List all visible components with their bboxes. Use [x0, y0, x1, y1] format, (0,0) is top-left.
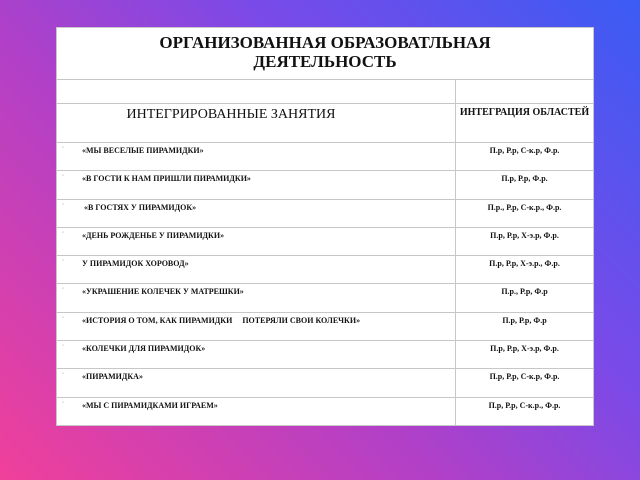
activity-name: «КОЛЕЧКИ ДЛЯ ПИРАМИДОК» — [82, 344, 206, 354]
areas-cell: П.р, Р.р, Х-э.р., Ф.р. — [489, 259, 560, 269]
table-row — [57, 228, 593, 256]
bullet-icon: ◦ — [62, 371, 65, 378]
activity-name: «МЫ С ПИРАМИДКАМИ ИГРАЕМ» — [82, 400, 218, 410]
activity-cell — [57, 369, 456, 396]
areas-cell: П.р., Р.р, С-к.р., Ф.р. — [487, 202, 562, 212]
table-row — [57, 341, 593, 369]
table-row — [57, 200, 593, 228]
areas-cell: П.р, Р.р, Х-э.р, Ф.р. — [490, 344, 559, 354]
activity-name: «ПИРАМИДКА» — [82, 372, 143, 382]
activity-name: «ИСТОРИЯ О ТОМ, КАК ПИРАМИДКИ ПОТЕРЯЛИ СВОИ КОЛЕЧКИ» — [82, 315, 361, 325]
areas-cell: П.р, Р.р, С-к.р, Ф.р. — [489, 372, 560, 382]
areas-cell: П.р, Р.р, Х-э.р, Ф.р. — [490, 230, 559, 240]
bullet-icon: ◦ — [62, 314, 65, 321]
activity-name: «УКРАШЕНИЕ КОЛЕЧЕК У МАТРЕШКИ» — [82, 287, 244, 297]
activity-cell — [57, 284, 456, 311]
activity-cell — [57, 228, 456, 255]
activity-name: «В ГОСТИ К НАМ ПРИШЛИ ПИРАМИДКИ» — [82, 174, 251, 184]
areas-cell: П.р, Р.р, С-к.р, Ф.р. — [489, 146, 560, 155]
bullet-icon: ◦ — [62, 173, 65, 180]
header-row — [57, 104, 593, 143]
areas-cell: П.р, Р.р, Ф.р — [502, 315, 547, 325]
bullet-icon: ◦ — [62, 201, 65, 208]
activity-cell — [57, 200, 456, 227]
activity-name: «В ГОСТЯХ У ПИРАМИДОК» — [82, 202, 197, 212]
table-row — [57, 313, 593, 341]
bullet-icon: ◦ — [62, 258, 65, 265]
activity-cell — [57, 143, 456, 170]
table-title: ОРГАНИЗОВАННАЯ ОБРАЗОВАТЛЬНАЯ ДЕЯТЕЛЬНОСТЬ — [57, 28, 593, 80]
bullet-icon: ◦ — [62, 145, 65, 151]
table-row — [57, 398, 593, 426]
areas-cell: П.р, Р.р, Ф.р. — [501, 174, 548, 184]
activity-cell — [57, 313, 456, 340]
blank-row — [57, 80, 593, 104]
areas-cell: П.р., Р.р, Ф.р — [501, 287, 548, 297]
header-activities: ИНТЕГРИРОВАННЫЕ ЗАНЯТИЯ — [57, 104, 456, 142]
activity-cell — [57, 256, 456, 283]
activity-cell — [57, 398, 456, 426]
activities-table — [56, 27, 594, 426]
activity-name: «МЫ ВЕСЕЛЫЕ ПИРАМИДКИ» — [82, 146, 204, 155]
table-row — [57, 143, 593, 171]
activity-name: У ПИРАМИДОК ХОРОВОД» — [82, 259, 189, 269]
activity-cell — [57, 171, 456, 198]
activity-cell — [57, 341, 456, 368]
table-row — [57, 171, 593, 199]
bullet-icon: ◦ — [62, 229, 65, 236]
header-areas: ИНТЕГРАЦИЯ ОБЛАСТЕЙ — [459, 107, 590, 118]
bullet-icon: ◦ — [62, 286, 65, 293]
bullet-icon: ◦ — [62, 399, 65, 406]
table-row — [57, 369, 593, 397]
activity-name: «ДЕНЬ РОЖДЕНЬЕ У ПИРАМИДКИ» — [82, 230, 225, 240]
table-body — [57, 143, 593, 426]
table-row — [57, 256, 593, 284]
areas-cell: П.р, Р.р, С-к.р., Ф.р. — [488, 400, 561, 410]
table-row — [57, 284, 593, 312]
bullet-icon: ◦ — [62, 343, 65, 350]
